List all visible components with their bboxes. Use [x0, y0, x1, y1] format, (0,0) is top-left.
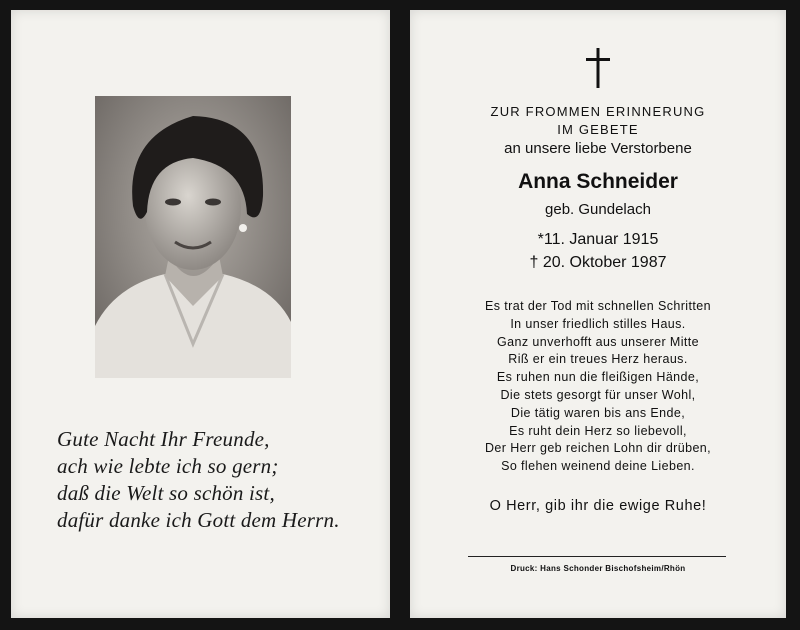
- right-poem-line: Der Herr geb reichen Lohn dir drüben,: [484, 441, 712, 456]
- portrait-photo: [95, 96, 291, 378]
- left-poem: [57, 426, 377, 534]
- memorial-card-left: [11, 10, 390, 618]
- left-poem-line: daß die Welt so schön ist,: [57, 481, 275, 505]
- right-poem-line: Die tätig waren bis ans Ende,: [510, 405, 686, 420]
- right-poem-line: So flehen weinend deine Lieben.: [501, 459, 695, 474]
- right-poem-line: Die stets gesorgt für unser Wohl,: [500, 387, 696, 402]
- right-poem-line: In unser friedlich stilles Haus.: [510, 316, 686, 331]
- heading-prayer: IM GEBETE: [557, 122, 639, 137]
- right-poem-line: Es ruhen nun die fleißigen Hände,: [496, 370, 700, 385]
- left-poem-line: Gute Nacht Ihr Freunde,: [57, 427, 270, 451]
- right-poem-line: Es ruht dein Herz so liebevoll,: [509, 423, 687, 438]
- death-date: † 20. Oktober 1987: [529, 254, 667, 271]
- left-poem-line: dafür danke ich Gott dem Herrn.: [57, 508, 340, 532]
- heading-dedication: an unsere liebe Verstorbene: [504, 140, 692, 157]
- memorial-card-right: [410, 10, 786, 618]
- printer-credit: Druck: Hans Schonder Bischofsheim/Rhön: [510, 564, 686, 573]
- right-poem: [410, 298, 786, 476]
- right-poem-line: Riß er ein treues Herz heraus.: [508, 352, 688, 367]
- deceased-name: Anna Schneider: [518, 170, 678, 193]
- closing-prayer: O Herr, gib ihr die ewige Ruhe!: [489, 498, 707, 514]
- portrait-illustration: [95, 96, 291, 378]
- left-poem-line: ach wie lebte ich so gern;: [57, 454, 279, 478]
- latin-cross-icon: [582, 48, 614, 88]
- divider-line: [468, 556, 726, 557]
- heading-remembrance: ZUR FROMMEN ERINNERUNG: [490, 104, 706, 119]
- birth-date: *11. Januar 1915: [537, 231, 659, 248]
- right-poem-line: Es trat der Tod mit schnellen Schritten: [485, 299, 711, 313]
- maiden-name: geb. Gundelach: [545, 201, 651, 218]
- right-poem-line: Ganz unverhofft aus unserer Mitte: [497, 334, 699, 349]
